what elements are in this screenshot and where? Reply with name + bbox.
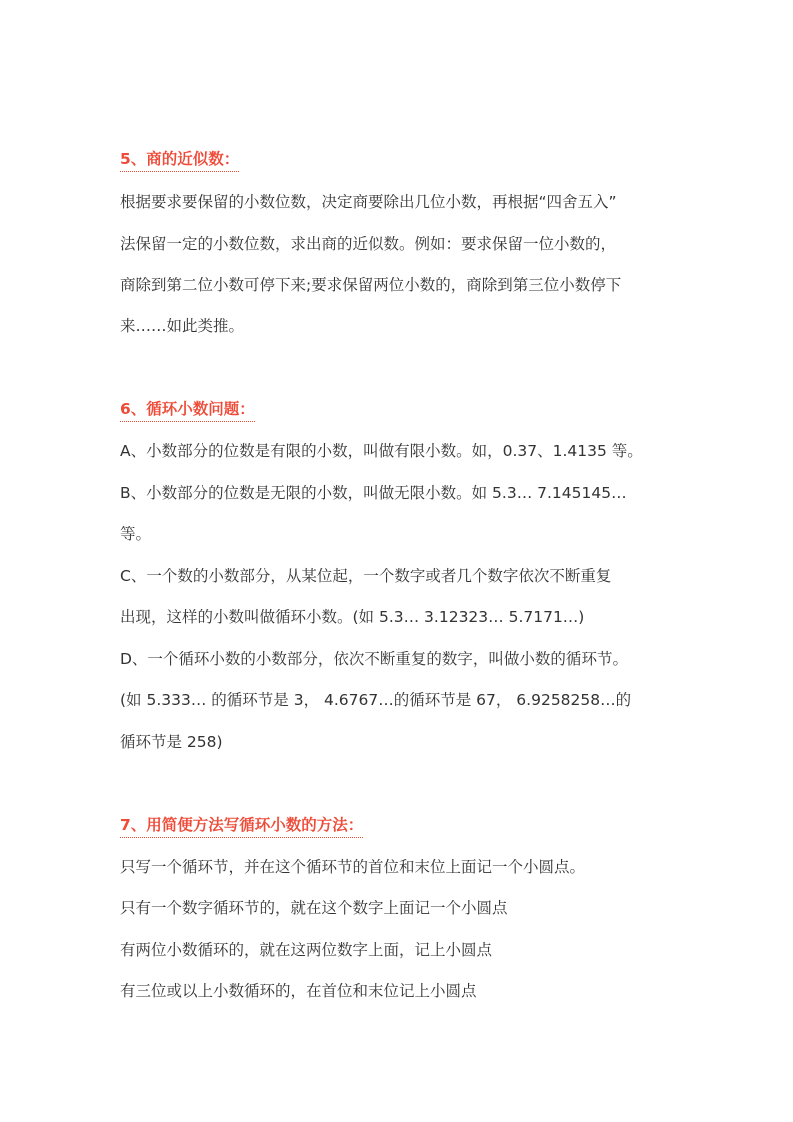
paragraph-line: 等。 <box>120 525 152 543</box>
paragraph-line: 商除到第二位小数可停下来;要求保留两位小数的，商除到第三位小数停下 <box>120 276 622 294</box>
paragraph-line: A、小数部分的位数是有限的小数，叫做有限小数。如，0.37、1.4135 等。 <box>120 442 643 460</box>
paragraph-line: 根据要求要保留的小数位数，决定商要除出几位小数，再根据“四舍五入” <box>120 193 617 211</box>
paragraph-line: B、小数部分的位数是无限的小数，叫做无限小数。如 5.3… 7.145145… <box>120 484 627 502</box>
paragraph-line: C、一个数的小数部分，从某位起，一个数字或者几个数字依次不断重复 <box>120 567 612 585</box>
section-heading-6: 6、循环小数问题： <box>120 399 255 422</box>
paragraph-line: 出现，这样的小数叫做循环小数。(如 5.3… 3.12323… 5.7171…) <box>120 608 585 626</box>
paragraph-line: 有两位小数循环的，就在这两位数字上面，记上小圆点 <box>120 941 493 959</box>
paragraph-line: 循环节是 258) <box>120 733 223 751</box>
section-heading-5: 5、商的近似数： <box>120 149 239 172</box>
paragraph-line: 只写一个循环节，并在这个循环节的首位和末位上面记一个小圆点。 <box>120 858 586 876</box>
paragraph-line: 来……如此类推。 <box>120 317 245 335</box>
section-heading-7: 7、用简便方法写循环小数的方法： <box>120 815 363 838</box>
paragraph-line: D、一个循环小数的小数部分，依次不断重复的数字，叫做小数的循环节。 <box>120 650 628 668</box>
paragraph-line: 只有一个数字循环节的，就在这个数字上面记一个小圆点 <box>120 899 508 917</box>
paragraph-line: 有三位或以上小数循环的，在首位和末位记上小圆点 <box>120 982 477 1000</box>
paragraph-line: 法保留一定的小数位数，求出商的近似数。例如：要求保留一位小数的， <box>120 235 617 253</box>
paragraph-line: (如 5.333… 的循环节是 3， 4.6767…的循环节是 67， 6.9258258…的 <box>120 691 632 709</box>
